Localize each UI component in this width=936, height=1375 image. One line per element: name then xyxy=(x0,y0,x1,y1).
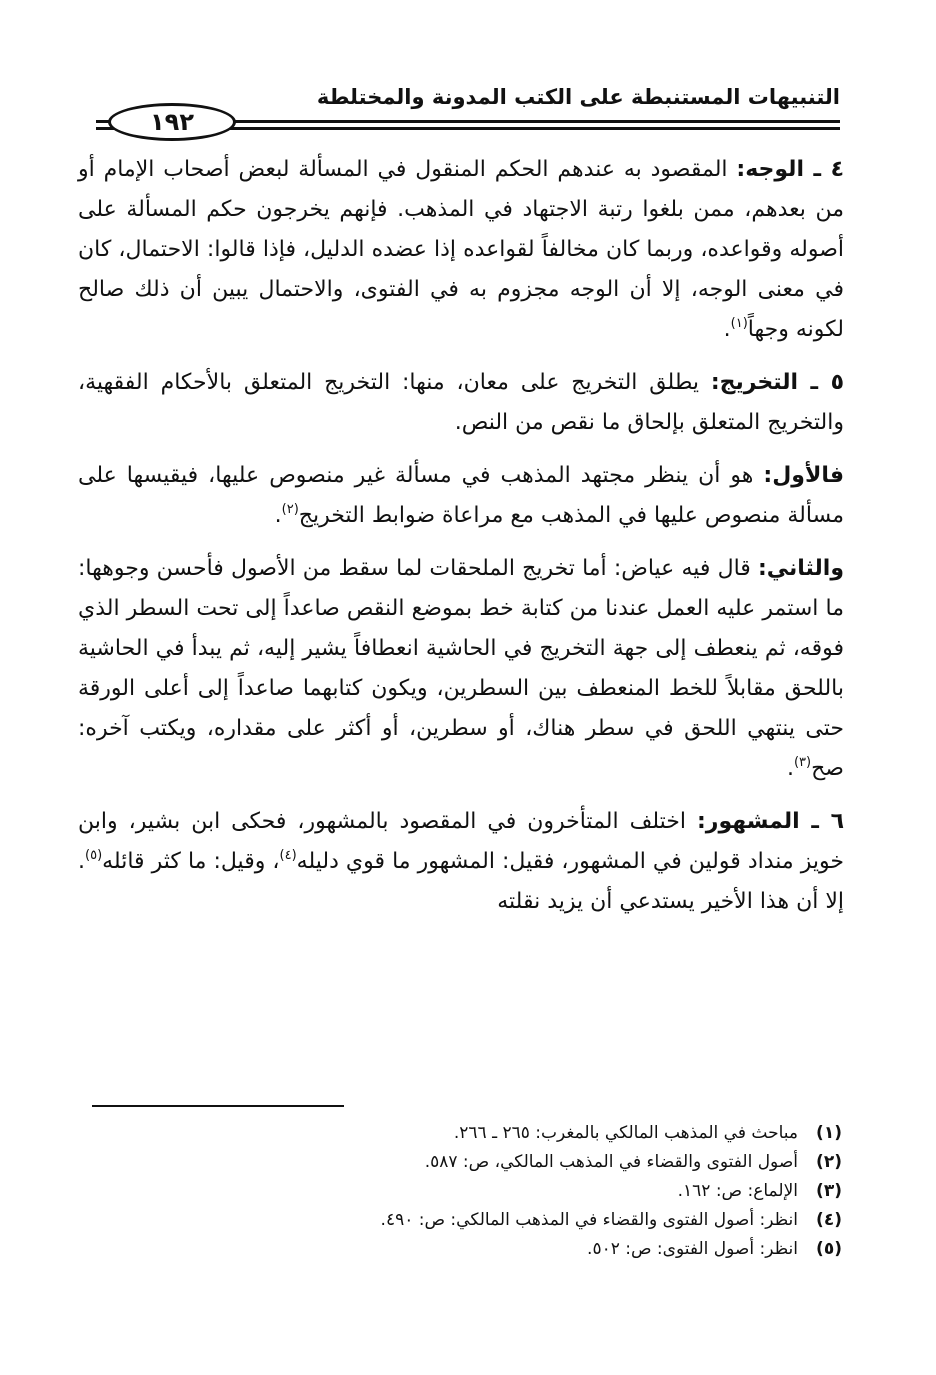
footnotes-list xyxy=(92,1119,842,1264)
term-heading: والثاني: xyxy=(757,556,844,581)
footnote-reference[interactable]: (٢) xyxy=(281,502,299,517)
footnote-reference[interactable]: (٥) xyxy=(85,848,103,863)
footnote-separator xyxy=(92,1105,344,1107)
term-heading: ٥ ـ التخريج: xyxy=(710,370,844,395)
footnote-number: (٣) xyxy=(816,1181,842,1201)
footnote-number: (٢) xyxy=(816,1152,842,1172)
paragraph-wajh xyxy=(78,150,844,350)
footnote-item xyxy=(92,1206,842,1235)
footnote-item xyxy=(92,1235,842,1264)
paragraph-text-end: . xyxy=(274,503,282,528)
footnote-reference[interactable]: (٣) xyxy=(793,755,812,770)
page-number: ١٩٢ xyxy=(108,103,236,141)
footnote-item xyxy=(92,1119,842,1148)
term-heading: ٤ ـ الوجه: xyxy=(736,157,844,182)
footnote-text: الإلماع: ص: ١٦٢. xyxy=(677,1181,798,1201)
paragraph-text: يطلق التخريج على معان، منها: التخريج المتعلق بالأحكام الفقهية، والتخريج المتعلق بإلحاق ما نقص من النص. xyxy=(78,370,844,435)
footnote-text: انظر: أصول الفتوى والقضاء في المذهب المالكي: ص: ٤٩٠. xyxy=(380,1210,798,1230)
footnote-reference[interactable]: (١) xyxy=(730,316,748,331)
term-heading: ٦ ـ المشهور: xyxy=(697,809,844,834)
footnote-item xyxy=(92,1177,842,1206)
footnote-text: انظر: أصول الفتوى: ص: ٥٠٢. xyxy=(587,1239,798,1259)
paragraph-text: هو أن ينظر مجتهد المذهب في مسألة غير منصوص عليها، فيقيسها على مسألة منصوص عليها في المذهب مع مراعاة ضوابط التخريج xyxy=(78,463,844,528)
main-text xyxy=(78,150,844,935)
paragraph-text-end: . xyxy=(723,317,731,342)
paragraph-text-end: . إلا أن هذا الأخير يستدعي أن يزيد نقلته xyxy=(78,849,844,914)
paragraph-text: المقصود به عندهم الحكم المنقول في المسألة لبعض أصحاب الإمام أو من بعدهم، ممن بلغوا رتبة الاجتهاد في المذهب. فإنهم يخرجون حكم المسألة على أصوله وقواعده، وربما كان مخالفاً لقواعده إذا عضده الدليل، فإذا قالوا: الاحتمال، كان في معنى الوجه، إلا أن الوجه مجزوم به في الفتوى، والاحتمال يبين أن ذلك صالح لكونه وجهاً xyxy=(78,157,844,342)
footnote-number: (٤) xyxy=(816,1210,842,1230)
footnote-text: أصول الفتوى والقضاء في المذهب المالكي، ص: ٥٨٧. xyxy=(424,1152,798,1172)
paragraph-text-middle: ، وقيل: ما كثر قائله xyxy=(102,849,280,874)
paragraph-first xyxy=(78,456,844,536)
footnote-text: مباحث في المذهب المالكي بالمغرب: ٢٦٥ ـ ٢٦٦. xyxy=(453,1123,798,1143)
footnote-reference[interactable]: (٤) xyxy=(279,848,297,863)
paragraph-text: اختلف المتأخرون في المقصود بالمشهور، فحكى ابن بشير، وابن خويز منداد قولين في المشهور، فقيل: المشهور ما قوي دليله xyxy=(78,809,844,874)
running-title: التنبيهات المستنبطة على الكتب المدونة والمختلطة xyxy=(316,85,840,109)
footnote-item xyxy=(92,1148,842,1177)
paragraph-takhrij xyxy=(78,363,844,443)
paragraph-text-end: . xyxy=(786,756,794,781)
term-heading: فالأول: xyxy=(763,463,844,488)
footnote-number: (٥) xyxy=(816,1239,842,1259)
footnote-number: (١) xyxy=(816,1123,842,1143)
paragraph-second xyxy=(78,549,844,789)
paragraph-mashhur xyxy=(78,802,844,922)
paragraph-text: قال فيه عياض: أما تخريج الملحقات لما سقط من الأصول فأحسن وجوهها: ما استمر عليه العمل عندنا من كتابة خط بموضع النقص صاعداً إلى تحت السطر الذي فوقه، ثم ينعطف إلى جهة التخريج في الحاشية انعطافاً يشير إليه، ثم يبدأ في الحاشية باللحق مقابلاً للخط المنعطف بين السطرين، ويكون كتابهما صاعداً إلى أعلى الورقة حتى ينتهي اللحق في سطر هناك، أو سطرين، أو أكثر على مقداره، ويكتب آخره: صح xyxy=(78,556,844,781)
